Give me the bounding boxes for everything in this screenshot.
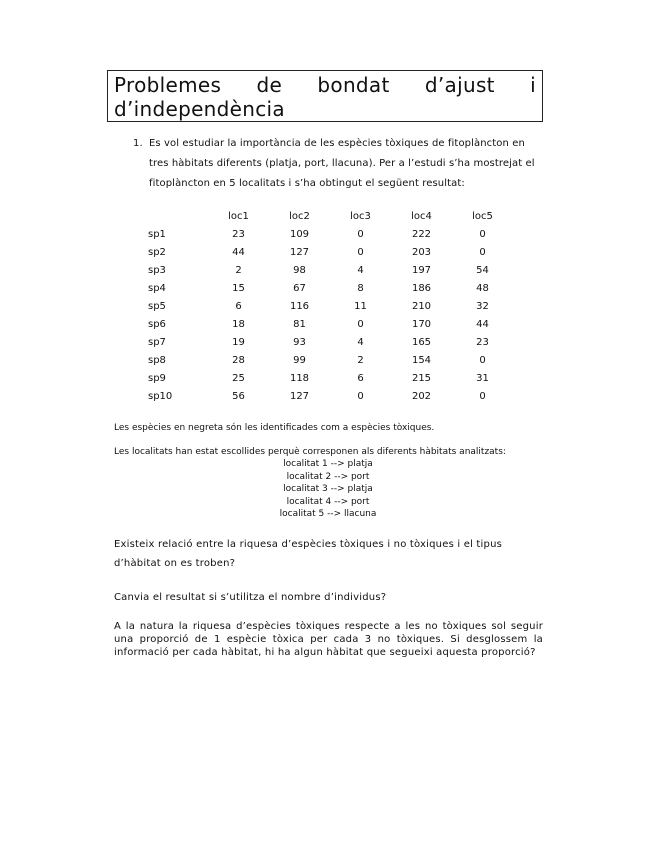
table-cell: 170 [411, 319, 432, 331]
table-cell: 23 [476, 337, 489, 349]
table-cell: 4 [357, 264, 364, 276]
habitat-item: localitat 2 --> port [286, 471, 370, 482]
table-cell: 54 [476, 264, 489, 276]
table-cell: 203 [411, 246, 432, 258]
table-row [138, 225, 513, 243]
table-cell: 6 [235, 301, 242, 313]
question-1 [133, 134, 545, 194]
table-cell: 127 [289, 246, 310, 258]
table-row [138, 388, 513, 406]
column-header: loc5 [472, 210, 493, 222]
table-cell: 116 [289, 301, 310, 313]
table-cell: 48 [476, 282, 489, 294]
species-label: sp10 [148, 391, 173, 403]
habitat-item: localitat 1 --> platja [283, 459, 373, 469]
table-row [138, 370, 513, 388]
species-label: sp8 [148, 355, 166, 367]
table-cell: 99 [293, 355, 306, 367]
table-cell: 210 [411, 301, 432, 313]
table-row [138, 261, 513, 279]
title-word: de [256, 73, 283, 97]
table-cell: 44 [476, 319, 489, 331]
title-line-2: d’independència [114, 97, 285, 121]
table-cell: 127 [289, 391, 310, 403]
species-label: sp6 [148, 319, 166, 331]
table-cell: 32 [476, 301, 489, 313]
table-cell: 67 [293, 282, 306, 294]
table-cell: 28 [232, 355, 245, 367]
title-word: bondat [317, 73, 390, 97]
table-cell: 222 [411, 228, 432, 240]
table-row [138, 352, 513, 370]
table-cell: 25 [232, 373, 245, 385]
table-cell: 8 [357, 282, 364, 294]
table-cell: 23 [232, 228, 245, 240]
page-title [107, 70, 543, 122]
table-corner [138, 207, 208, 225]
table-cell: 0 [357, 228, 364, 240]
species-label: sp7 [148, 337, 166, 349]
table-cell: 0 [357, 319, 364, 331]
species-label: sp1 [148, 228, 166, 240]
table-cell: 19 [232, 337, 245, 349]
table-cell: 6 [357, 373, 364, 385]
note-bold-species: Les espècies en negreta són les identificades com a espècies tòxiques. [114, 423, 435, 433]
table-cell: 81 [293, 319, 306, 331]
title-word: i [530, 73, 536, 97]
table-cell: 56 [232, 391, 245, 403]
species-label: sp2 [148, 246, 166, 258]
title-line-1 [114, 73, 536, 97]
table-cell: 109 [289, 228, 310, 240]
table-cell: 18 [232, 319, 245, 331]
column-header: loc4 [411, 210, 432, 222]
table-cell: 0 [479, 391, 486, 403]
table-row [138, 279, 513, 297]
note-localities: Les localitats han estat escollides perquè corresponen als diferents hàbitats analitzats: [114, 447, 506, 457]
question-3: Canvia el resultat si s’utilitza el nombre d’individus? [114, 592, 387, 603]
table-cell: 31 [476, 373, 489, 385]
table-cell: 15 [232, 282, 245, 294]
table-cell: 0 [357, 246, 364, 258]
table-header-row [138, 207, 513, 225]
table-cell: 98 [293, 264, 306, 276]
question-1-text: Es vol estudiar la importància de les espècies tòxiques de fitoplàncton en tres hàbitats diferents (platja, port, llacuna). Per a l’estudi s’ha mostrejat el fitoplàncton en 5 localitats i s’ha obtingut el següent resultat: [149, 138, 535, 189]
table-cell: 202 [411, 391, 432, 403]
species-table [138, 207, 513, 406]
table-cell: 186 [411, 282, 432, 294]
habitat-item: localitat 4 --> port [286, 496, 370, 507]
species-label: sp9 [148, 373, 166, 385]
species-label: sp3 [148, 264, 166, 276]
table-cell: 215 [411, 373, 432, 385]
column-header: loc2 [289, 210, 310, 222]
habitat-item: localitat 3 --> platja [283, 484, 373, 494]
table-cell: 0 [357, 391, 364, 403]
table-cell: 165 [411, 337, 432, 349]
column-header: loc1 [228, 210, 249, 222]
column-header: loc3 [350, 210, 371, 222]
table-cell: 2 [235, 264, 242, 276]
table-row [138, 334, 513, 352]
question-number: 1. [133, 138, 143, 149]
table-row [138, 297, 513, 315]
table-cell: 197 [411, 264, 432, 276]
table-body [138, 225, 513, 406]
table-cell: 118 [289, 373, 310, 385]
table-cell: 2 [357, 355, 364, 367]
habitat-item: localitat 5 --> llacuna [279, 509, 377, 519]
question-2: Existeix relació entre la riquesa d’espècies tòxiques i no tòxiques i el tipus d’hàbitat on es troben? [114, 539, 503, 569]
species-label: sp5 [148, 301, 166, 313]
table-cell: 154 [411, 355, 432, 367]
table-cell: 0 [479, 228, 486, 240]
table-cell: 93 [293, 337, 306, 349]
species-label: sp4 [148, 282, 166, 294]
table-cell: 4 [357, 337, 364, 349]
table-row [138, 316, 513, 334]
table-cell: 0 [479, 246, 486, 258]
title-word: d’ajust [424, 73, 495, 97]
question-4: A la natura la riquesa d’espècies tòxiques respecte a les no tòxiques sol seguir una proporció de 1 espècie tòxica per cada 3 no tòxiques. Si desglossem la informació per cada hàbitat, hi ha algun hàbitat que segueixi aquesta proporció? [114, 621, 543, 658]
table-cell: 11 [354, 301, 367, 313]
table-cell: 44 [232, 246, 245, 258]
table-cell: 0 [479, 355, 486, 367]
habitat-list [114, 458, 542, 521]
title-word: Problemes [114, 73, 222, 97]
table-row [138, 243, 513, 261]
